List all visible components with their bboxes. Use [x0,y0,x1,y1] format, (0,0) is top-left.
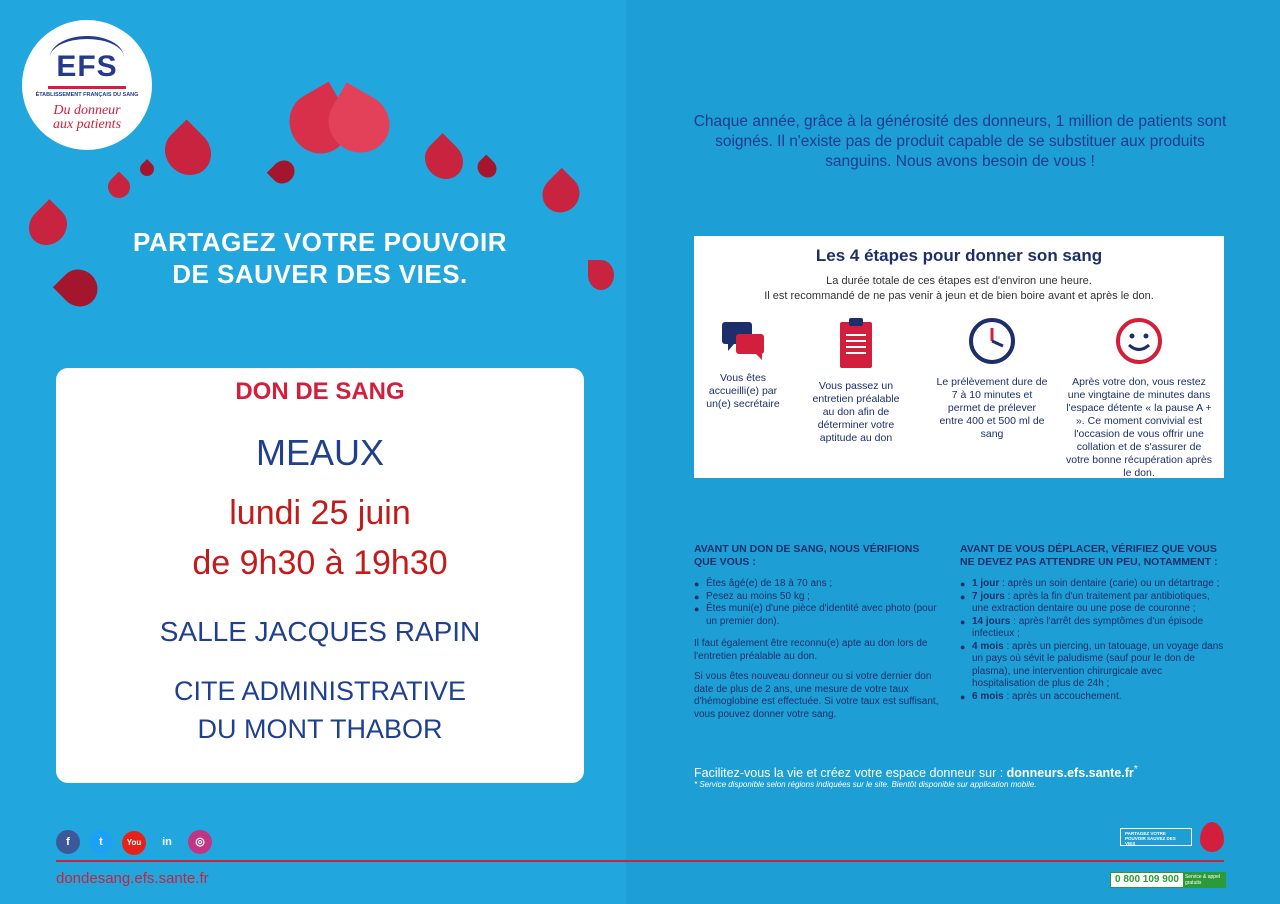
event-address-2: DU MONT THABOR [197,714,443,744]
social-links [56,830,221,855]
list-item: ● 6 mois : après un accouchement. [960,691,1228,704]
step-1-text: Vous êtes accueilli(e) par un(e) secrétaire [706,372,780,410]
wait-title: AVANT DE VOUS DÉPLACER, VÉRIFIEZ QUE VOUS NE DEVEZ PAS ATTENDRE UN PEU, NOTAMMENT : [960,543,1218,568]
list-item: ● 4 mois : après un piercing, un tatouage, un voyage dans un pays où sévit le paludisme (sauf pour le don de plasma), une intervention chirurgicale avec hospitalisation de plus de 24h ; [960,641,1228,691]
clock-icon [967,316,1017,366]
step-3 [936,316,1048,441]
event-date: lundi 25 juin [229,494,411,532]
logo-tagline [22,104,152,132]
list-item: ● 14 jours : après l'arrêt des symptômes d'un épisode infectieux ; [960,616,1228,641]
step-2 [810,316,902,445]
facilitez-label: Facilitez-vous la vie et créez votre espace donneur sur : [694,766,1007,781]
verify-title: AVANT UN DON DE SANG, NOUS VÉRIFIONS QUE VOUS : [694,543,920,568]
chat-icon [720,320,766,362]
instagram-icon[interactable]: ◎ [188,830,212,854]
event-city: MEAUX [255,432,385,473]
verify-list [694,578,940,628]
intro-text: Chaque année, grâce à la générosité des donneurs, 1 million de patients sont soignés. Il n'existe pas de produit capable de se substituer aux produits sanguins. Nous avons besoin de vous ! [693,113,1227,170]
wait-column [960,543,1228,713]
list-item: ● 1 jour : après un soin dentaire (carie) ou un détartrage ; [960,578,1228,591]
steps-description [694,274,1224,304]
verify-column [694,543,940,729]
phone-free-badge: Service & appel gratuits [1183,873,1225,887]
event-time: de 9h30 à 19h30 [192,544,448,582]
step-4 [1064,316,1214,480]
facilitez-footnote-mark: * [1133,764,1138,775]
event-card [56,368,584,783]
event-address-1: CITE ADMINISTRATIVE [173,676,467,706]
event-place: SALLE JACQUES RAPIN [159,616,481,647]
list-item: ● 7 jours : après la fin d'un traitement par antibiotiques, une extraction dentaire ou une pose de couronne ; [960,591,1228,616]
website-link[interactable]: dondesang.efs.sante.fr [56,870,209,887]
logo-rule [48,86,126,89]
logo-tagline-2: aux patients [52,117,122,132]
linkedin-icon[interactable]: in [162,836,172,848]
footer-divider [56,860,1224,862]
list-item: ● Êtes âgé(e) de 18 à 70 ans ; [694,578,940,591]
step-3-text: Le prélèvement dure de 7 à 10 minutes et permet de prélever entre 400 et 500 ml de sang [936,376,1048,440]
phone-number[interactable]: 0 800 109 900 [1115,874,1179,885]
youtube-icon[interactable]: You [122,831,146,855]
smiley-icon [1114,316,1164,366]
wait-list [960,578,1228,703]
facilitez-text [694,764,1138,780]
blood-drop-logo-icon [1200,822,1224,852]
headline-line-1: PARTAGEZ VOTRE POUVOIR [132,227,508,257]
list-item: ● Êtes muni(e) d'une pièce d'identité avec photo (pour un premier don). [694,603,940,628]
blood-drop-icon [588,260,614,290]
logo-name: EFS [56,50,118,83]
steps-desc-2: Il est recommandé de ne pas venir à jeun et de bien boire avant et après le don. [764,290,1154,302]
headline [60,226,580,290]
verify-paragraph-1: Il faut également être reconnu(e) apte au don lors de l'entretien préalable au don. [694,638,928,662]
headline-line-2: DE SAUVER DES VIES. [172,259,468,289]
donneurs-link[interactable]: donneurs.efs.sante.fr [1006,766,1134,781]
verify-paragraph-2: Si vous êtes nouveau donneur ou si votre dernier don date de plus de 2 ans, une mesure de votre taux d'hémoglobine est effectuée. Si votre taux est suffisant, vous pouvez donner votre sang. [694,671,939,720]
event-label: DON DE SANG [235,378,405,405]
step-2-text: Vous passez un entretien préalable au don afin de déterminer votre aptitude au don [812,380,900,444]
twitter-icon[interactable]: t [89,830,113,854]
steps-desc-1: La durée totale de ces étapes est d'environ une heure. [826,275,1092,287]
phone-badge[interactable] [1110,872,1226,888]
logo-tagline-1: Du donneur [53,103,121,118]
step-4-text: Après votre don, vous restez une vingtaine de minutes dans l'espace détente « la pause A + ». Ce moment convivial est l'occasion de vous offrir une collation et de s'assurer de votre bonne récupération après le don. [1066,376,1212,479]
steps-title: Les 4 étapes pour donner son sang [815,246,1103,265]
facebook-icon[interactable]: f [56,830,80,854]
facilitez-note: * Service disponible selon régions indiquées sur le site. Bientôt disponible sur application mobile. [694,780,1037,789]
list-item: ● Pesez au moins 50 kg ; [694,591,940,604]
clipboard-icon [836,316,876,370]
steps-box [694,236,1224,478]
partagez-badge: PARTAGEZ VOTRE POUVOIR SAUVEZ DES VIES [1120,828,1192,846]
logo-subtitle: ÉTABLISSEMENT FRANÇAIS DU SANG [35,92,139,98]
efs-logo [22,20,152,150]
step-1 [702,320,784,411]
